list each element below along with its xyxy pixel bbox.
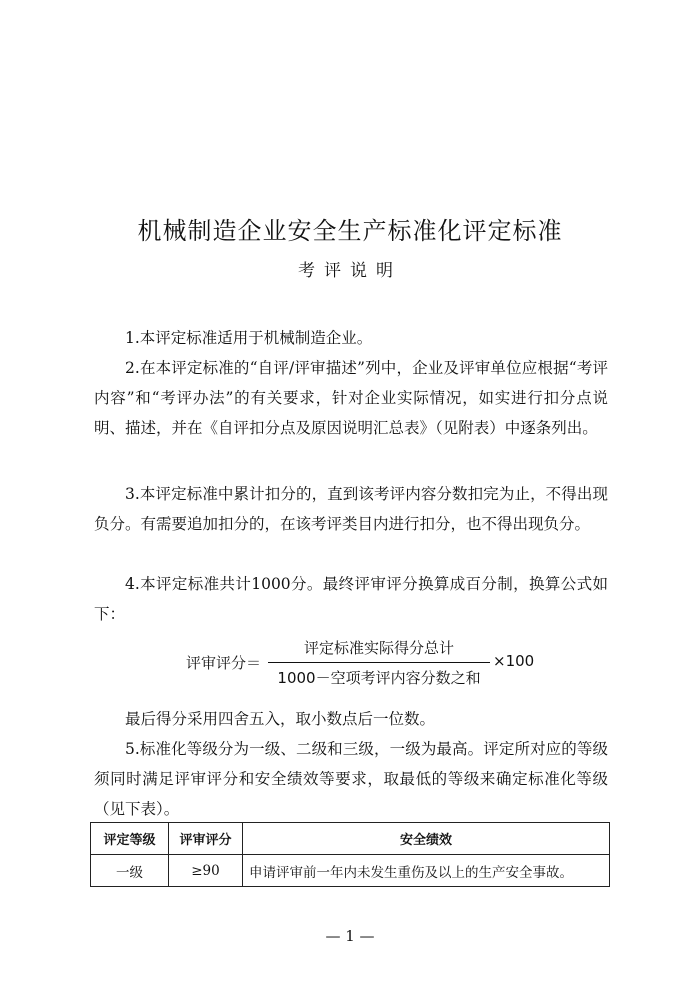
paragraph-4: 4.本评定标准共计1000分。最终评审评分换算成百分制，换算公式如下： <box>94 575 608 623</box>
header-performance: 安全绩效 <box>243 823 610 855</box>
formula-multiplier: ×100 <box>493 652 535 670</box>
score-formula <box>186 637 546 687</box>
grade-table <box>90 822 610 887</box>
paragraph-1: 1.本评定标准适用于机械制造企业。 <box>125 329 373 347</box>
paragraph-2: 2.在本评定标准的“自评/评审描述”列中，企业及评审单位应根据“考评内容”和“考评办法”的有关要求，针对企业实际情况，如实进行扣分点说明、描述，并在《自评扣分点及原因说明汇总表》（见附表）中逐条列出。 <box>94 359 608 437</box>
formula-denominator: 1000－空项考评内容分数之和 <box>277 669 481 687</box>
paragraph-5: 5.标准化等级分为一级、二级和三级，一级为最高。评定所对应的等级须同时满足评审评分和安全绩效等要求，取最低的等级来确定标准化等级（见下表）。 <box>94 740 608 818</box>
formula-numerator: 评定标准实际得分总计 <box>303 639 454 657</box>
table-header-row <box>91 823 610 855</box>
page-title: 机械制造企业安全生产标准化评定标准 <box>137 217 563 245</box>
header-score: 评审评分 <box>169 823 243 855</box>
cell-grade: 一级 <box>91 855 169 887</box>
paragraph-3: 3.本评定标准中累计扣分的，直到该考评内容分数扣完为止，不得出现负分。有需要追加扣分的，在该考评类目内进行扣分，也不得出现负分。 <box>94 485 608 533</box>
table-row <box>91 855 610 887</box>
cell-performance: 申请评审前一年内未发生重伤及以上的生产安全事故。 <box>243 855 610 887</box>
formula-lhs: 评审评分＝ <box>186 654 262 672</box>
page-subtitle: 考评说明 <box>298 261 402 281</box>
formula-fraction <box>268 637 490 688</box>
header-grade: 评定等级 <box>91 823 169 855</box>
page-number: — 1 — <box>325 927 375 945</box>
paragraph-rounding: 最后得分采用四舍五入，取小数点后一位数。 <box>125 710 436 728</box>
cell-score: ≥90 <box>169 855 243 887</box>
